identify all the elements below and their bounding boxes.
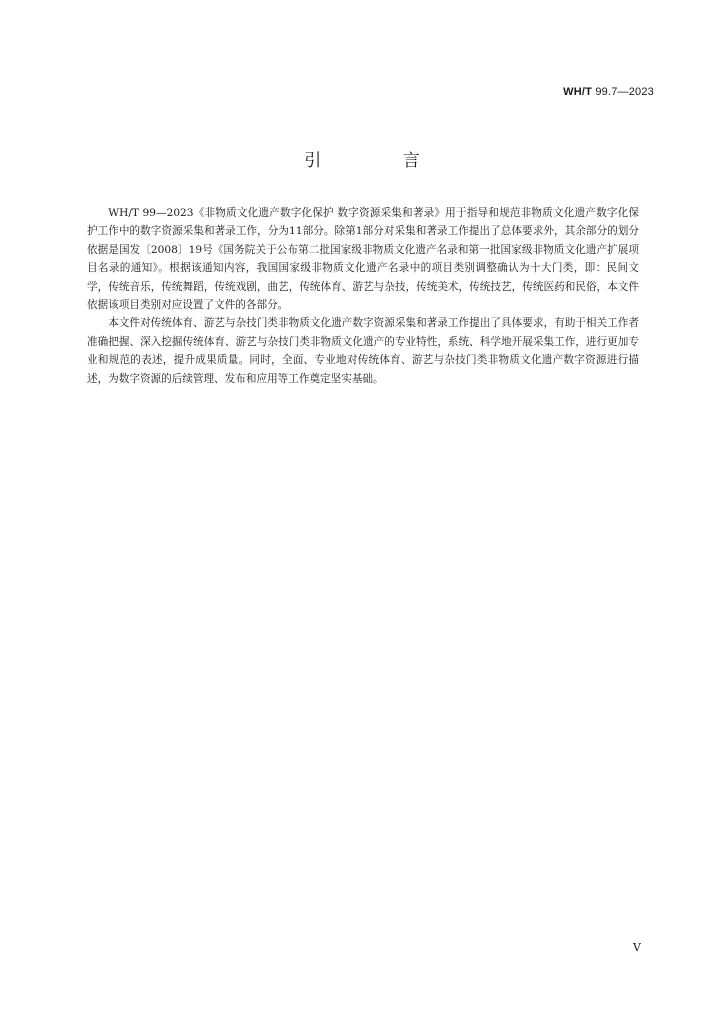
standard-code-header	[563, 86, 654, 98]
standard-code-prefix: WH/T	[563, 86, 593, 98]
page-number: V	[633, 941, 641, 954]
paragraph: WH/T 99—2023《非物质文化遗产数字化保护 数字资源采集和著录》用于指导和规范非物质文化遗产数字化保护工作中的数字资源采集和著录工作，分为11部分。除第1部分对采集和著录工作提出了总体要求外，其余部分的划分依据是国发〔2008〕19号《国务院关于公布第二批国家级非物质文化遗产名录和第一批国家级非物质文化遗产扩展项目名录的通知》。根据该通知内容，我国国家级非物质文化遗产名录中的项目类别调整确认为十大门类，即：民间文学，传统音乐，传统舞蹈，传统戏剧，曲艺，传统体育、游艺与杂技，传统美术，传统技艺，传统医药和民俗，本文件依据该项目类别对应设置了文件的各部分。	[87, 207, 639, 312]
section-title: 引 言	[304, 151, 458, 171]
paragraph: 本文件对传统体育、游艺与杂技门类非物质文化遗产数字资源采集和著录工作提出了具体要求，有助于相关工作者准确把握、深入挖掘传统体育、游艺与杂技门类非物质文化遗产的专业特性，系统、科学地开展采集工作，进行更加专业和规范的表述，提升成果质量。同时，全面、专业地对传统体育、游艺与杂技门类非物质文化遗产数字资源进行描述，为数字资源的后续管理、发布和应用等工作奠定坚实基础。	[87, 317, 639, 385]
body-text	[87, 204, 639, 388]
standard-code-number: 99.7—2023	[595, 86, 654, 98]
